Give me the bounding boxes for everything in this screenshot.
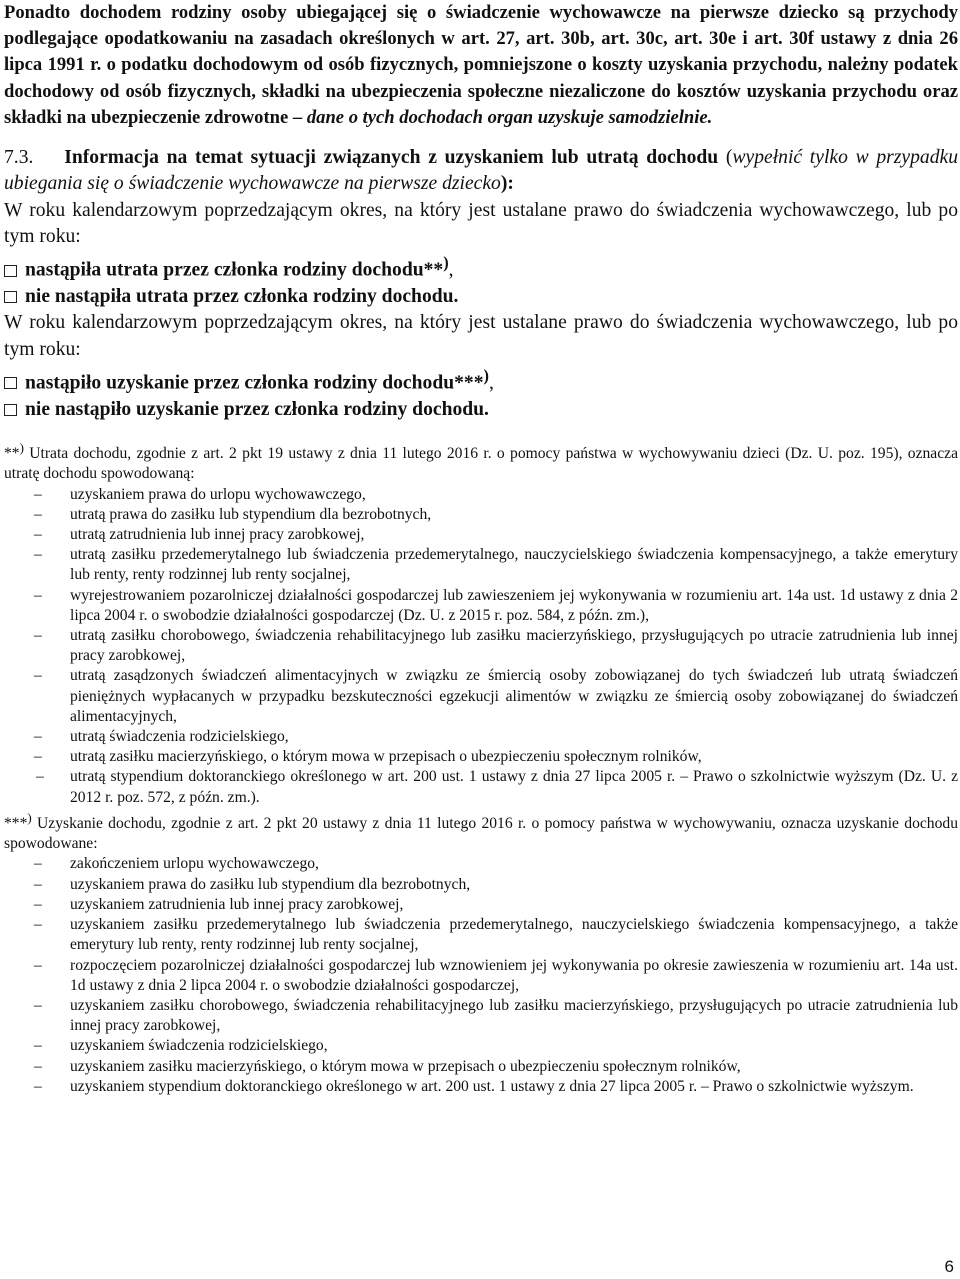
list-item: – zakończeniem urlopu wychowawczego, <box>4 854 958 874</box>
footnote-text: Utrata dochodu, zgodnie z art. 2 pkt 19 ustawy z dnia 11 lutego 2016 r. o pomocy państwa w wychowywaniu dzieci (Dz. U. poz. 195), oznacza utratę dochodu spowodowaną: <box>4 445 958 483</box>
intro-bold-text: Ponadto dochodem rodziny osoby ubiegającej się o świadczenie wychowawcze na pierwsze dziecko są przychody podlegające opodatkowaniu na zasadach określonych w art. 27, art. 30b, art. 30c, art. 30e i art. 30f ustawy z dnia 26 lipca 1991 r. o podatku dochodowym od osób fizycznych, pomniejszone o koszty uzyskania przychodu, należny podatek dochodowy od osób fizycznych, składki na ubezpieczenia społeczne niezaliczone do kosztów uzyskania przychodu oraz składki na ubezpieczenie zdrowotne <box>4 2 958 128</box>
checkbox[interactable] <box>4 404 17 416</box>
list-item: – utratą zasiłku przedemerytalnego lub świadczenia przedemerytalnego, nauczycielskiego świadczenia kompensacyjnego, a także emerytury lub renty, renty rodzinnej lub renty socjalnej, <box>4 545 958 585</box>
option-income-loss-no[interactable] <box>4 284 958 310</box>
intro-paragraph <box>4 0 958 131</box>
note-close: ): <box>500 173 514 195</box>
checkbox[interactable] <box>4 291 17 303</box>
footnote-intro <box>4 808 958 855</box>
section-title: Informacja na temat sytuacji związanych z uzyskaniem lub utratą dochodu <box>64 147 719 169</box>
intro-dash: – <box>288 106 307 128</box>
section-number: 7.3. <box>4 147 34 169</box>
option-sup: ) <box>443 253 449 273</box>
list-item: – utratą stypendium doktoranckiego określonego w art. 200 ust. 1 ustawy z dnia 27 lipca 2005 r. – Prawo o szkolnictwie wyższym (Dz. U. z 2012 r. poz. 572, z późn. zm.). <box>4 767 958 807</box>
footnote-income-gain <box>4 808 958 1097</box>
list-item: – utratą zatrudnienia lub innej pracy zarobkowej, <box>4 525 958 545</box>
option-income-loss-yes[interactable] <box>4 250 958 284</box>
footnote-text: Uzyskanie dochodu, zgodnie z art. 2 pkt 20 ustawy z dnia 11 lutego 2016 r. o pomocy państwa w wychowywaniu, oznacza uzyskanie dochodu spowodowane: <box>4 815 958 853</box>
option-end: , <box>448 259 454 281</box>
list-item: – utratą zasądzonych świadczeń alimentacyjnych w związku ze śmiercią osoby zobowiązanej do tych świadczeń lub utratą świadczeń pieniężnych wypłacanych w przypadku bezskuteczności egzekucji alimentów w związku ze śmiercią osoby zobowiązanej do świadczeń alimentacyjnych, <box>4 666 958 727</box>
list-item: – wyrejestrowaniem pozarolniczej działalności gospodarczej lub zawieszeniem jej wykonywania w rozumieniu art. 14a ust. 1d ustawy z dnia 2 lipca 2004 r. o swobodzie działalności gospodarczej (Dz. U. z 2015 r. poz. 584, z późn. zm.), <box>4 586 958 626</box>
footnote-marker-sup: ) <box>19 440 24 456</box>
option-label: nastąpiła utrata przez członka rodziny dochodu** <box>25 259 444 281</box>
checkbox[interactable] <box>4 377 17 389</box>
section-7-3 <box>4 145 958 423</box>
list-item: – uzyskaniem świadczenia rodzicielskiego, <box>4 1036 958 1056</box>
section-heading <box>4 145 958 198</box>
option-sup: ) <box>483 365 489 385</box>
list-item: – uzyskaniem zasiłku przedemerytalnego lub świadczenia przedemerytalnego, nauczycielskiego świadczenia kompensacyjnego, a także emerytury lub renty, renty rodzinnej lub renty socjalnej, <box>4 915 958 955</box>
footnote-marker: *** <box>4 815 28 833</box>
option-income-gain-no[interactable] <box>4 397 958 423</box>
section-note: wypełnić tylko w przypadku ubiegania się o świadczenie wychowawcze na pierwsze dziecko <box>4 147 959 195</box>
list-item: – utratą zasiłku chorobowego, świadczenia rehabilitacyjnego lub zasiłku macierzyńskiego, przysługujących po utracie zatrudnienia lub innej pracy zarobkowej, <box>4 626 958 666</box>
option-label: nie nastąpiło uzyskanie przez członka rodziny dochodu. <box>25 398 489 420</box>
footnote-income-loss <box>4 438 958 808</box>
document-page <box>4 0 958 1097</box>
option-end: , <box>488 372 494 394</box>
page-number: 6 <box>944 1257 954 1276</box>
list-item: – utratą prawa do zasiłku lub stypendium dla bezrobotnych, <box>4 505 958 525</box>
option-label: nie nastąpiła utrata przez członka rodziny dochodu. <box>25 286 459 308</box>
list-item: – uzyskaniem stypendium doktoranckiego określonego w art. 200 ust. 1 ustawy z dnia 27 lipca 2005 r. – Prawo o szkolnictwie wyższym. <box>4 1077 958 1097</box>
list-item: – rozpoczęciem pozarolniczej działalności gospodarczej lub wznowieniem jej wykonywania po okresie zawieszenia w rozumieniu art. 14a ust. 1d ustawy z dnia 2 lipca 2004 r. o swobodzie działalności gospodarczej, <box>4 956 958 996</box>
list-item: – uzyskaniem zasiłku macierzyńskiego, o którym mowa w przepisach o ubezpieczeniu społecznym rolników, <box>4 1057 958 1077</box>
list-item: – utratą zasiłku macierzyńskiego, o którym mowa w przepisach o ubezpieczeniu społecznym rolników, <box>4 747 958 767</box>
footnote-marker: ** <box>4 445 20 463</box>
footnote-intro <box>4 438 958 485</box>
list-item: – utratą świadczenia rodzicielskiego, <box>4 727 958 747</box>
income-loss-list <box>4 485 958 808</box>
note-open: ( <box>718 147 733 169</box>
option-income-gain-yes[interactable] <box>4 363 958 397</box>
option-label: nastąpiło uzyskanie przez członka rodziny dochodu*** <box>25 372 484 394</box>
list-item: – uzyskaniem zasiłku chorobowego, świadczenia rehabilitacyjnego lub zasiłku macierzyńskiego, przysługujących po utracie zatrudnienia lub innej pracy zarobkowej, <box>4 996 958 1036</box>
checkbox[interactable] <box>4 265 17 277</box>
footnote-marker-sup: ) <box>27 809 32 825</box>
income-gain-list <box>4 854 958 1096</box>
list-item: – uzyskaniem prawa do urlopu wychowawczego, <box>4 485 958 505</box>
intro-italic-text: dane o tych dochodach organ uzyskuje samodzielnie. <box>306 106 713 128</box>
list-item: – uzyskaniem zatrudnienia lub innej pracy zarobkowej, <box>4 895 958 915</box>
question-income-loss: W roku kalendarzowym poprzedzającym okres, na który jest ustalane prawo do świadczenia wychowawczego, lub po tym roku: <box>4 199 958 247</box>
question-income-gain: W roku kalendarzowym poprzedzającym okres, na który jest ustalane prawo do świadczenia wychowawczego, lub po tym roku: <box>4 312 958 360</box>
list-item: – uzyskaniem prawa do zasiłku lub stypendium dla bezrobotnych, <box>4 875 958 895</box>
